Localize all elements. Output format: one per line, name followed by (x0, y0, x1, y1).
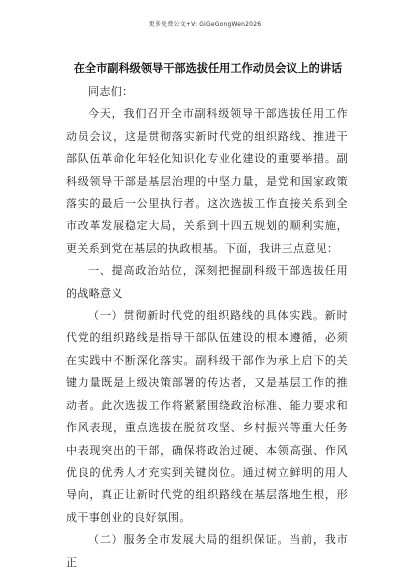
greeting: 同志们： (88, 85, 134, 98)
speech-title: 在全市副科级领导干部选拔任用工作动员会议上的讲话 (73, 62, 343, 75)
speech-body (66, 81, 348, 574)
paragraph-intro: 今天，我们召开全市副科级领导干部选拔任用工作动员会议，这是贯彻落实新时代党的组织路线、推进干部队伍革命化年轻化知识化专业化建设的重要举措。副科级领导干部是基层治理的中坚力量，是党和国家政策落实的最后一公里执行者。这次选拔工作直接关系到全市改革发展稳定大局，关系到十四五规划的顺利实施，更关系到党在基层的执政根基。下面，我讲三点意见： (66, 107, 348, 255)
page-header: 更多免费公文+V: GiGeGongWen2026 (148, 21, 262, 28)
paragraph-point-1: （一）贯彻新时代党的组织路线的具体实践。新时代党的组织路线是指导干部队伍建设的根本遵循，必须在实践中不断深化落实。副科级干部作为承上启下的关键力量既是上级决策部署的传达者，又是基层工作的推动者。此次选拔工作将紧紧围绕政治标准、能力要求和作风表现，重点选拔在脱贫攻坚、乡村振兴等重大任务中表现突出的干部，确保将政治过硬、本领高强、作风优良的优秀人才充实到关键岗位。通过树立鲜明的用人导向，真正让新时代党的组织路线在基层落地生根，形成干事创业的良好氛围。 (66, 309, 348, 524)
section-heading-1: 一、提高政治站位，深刻把握副科级干部选拔任用的战略意义 (66, 264, 348, 300)
paragraph-point-2: （二）服务全市发展大局的组织保证。当前，我市正 (66, 533, 348, 569)
